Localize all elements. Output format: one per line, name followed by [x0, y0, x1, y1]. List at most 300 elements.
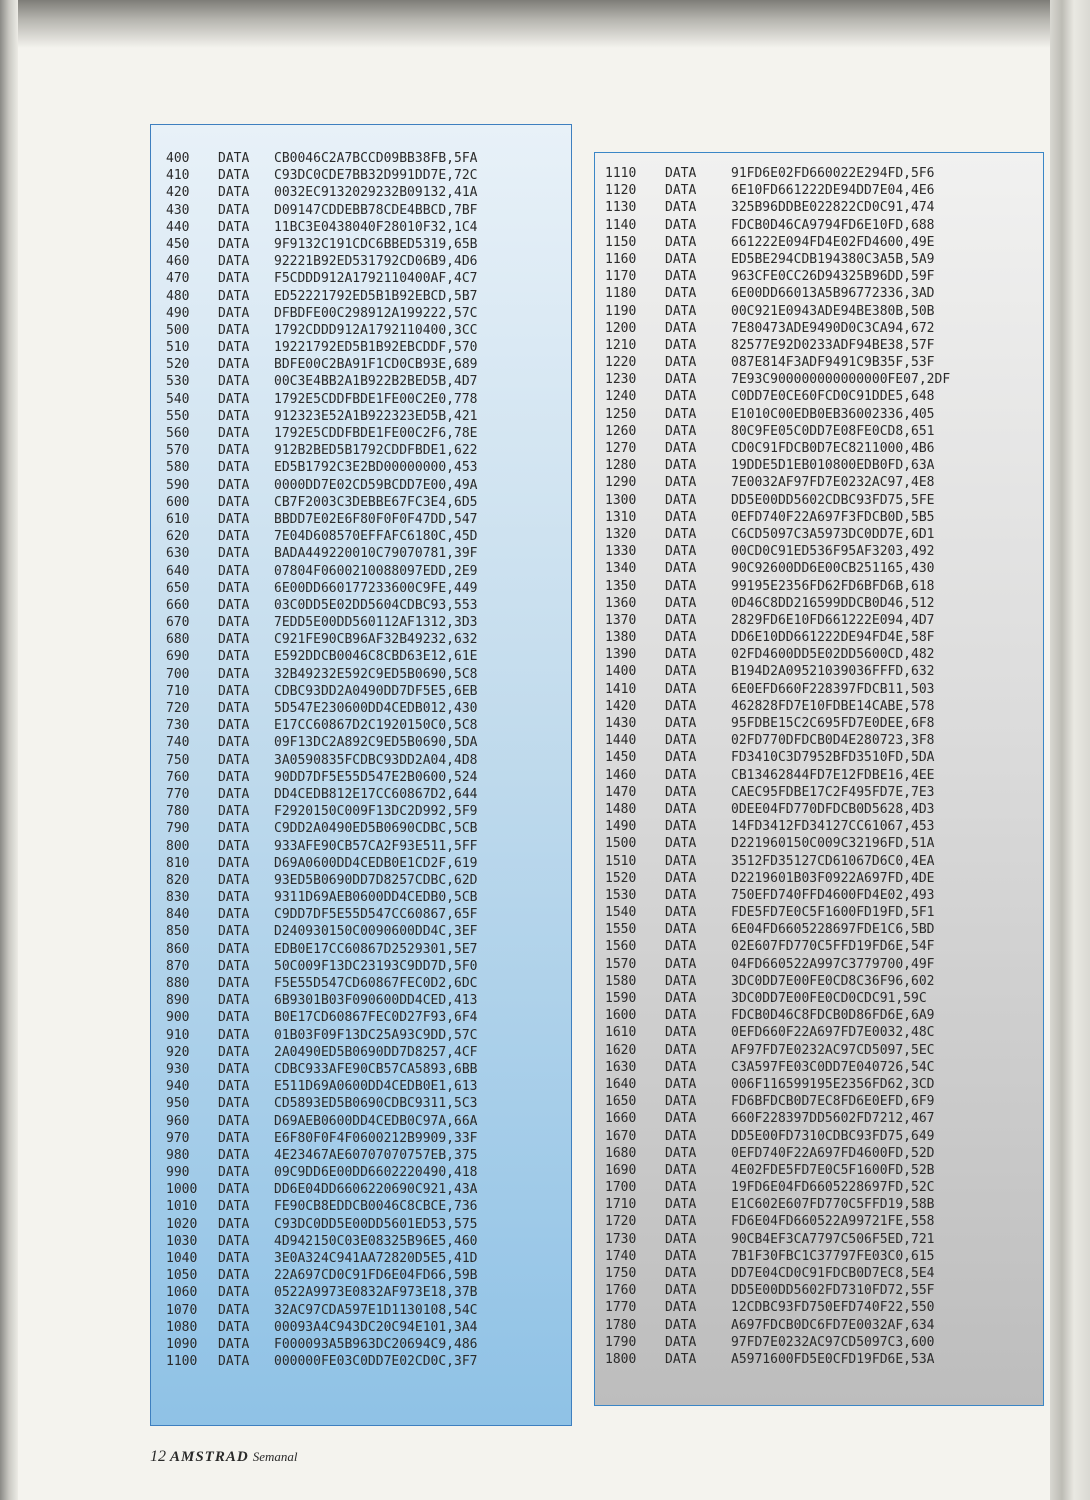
data-keyword: DATA [218, 202, 250, 218]
data-line [605, 199, 950, 216]
data-line [605, 268, 950, 285]
data-keyword: DATA [218, 1165, 250, 1181]
data-values: FDE5FD7E0C5F1600FD19FD,5F1 [731, 905, 935, 921]
data-keyword: DATA [665, 1128, 697, 1144]
line-number: 900 [166, 1010, 190, 1026]
line-number: 1320 [605, 526, 637, 542]
line-number: 1680 [605, 1145, 637, 1161]
data-line [166, 511, 478, 528]
data-keyword: DATA [218, 649, 250, 665]
data-values: FD6E04FD660522A99721FE,558 [731, 1214, 935, 1230]
data-keyword: DATA [665, 166, 697, 181]
data-values: CB0046C2A7BCCD09BB38FB,5FA [274, 151, 478, 166]
data-keyword: DATA [218, 838, 250, 854]
data-values: D69A0600DD4CEDB0E1CD2F,619 [274, 855, 478, 871]
data-values: 22A697CD0C91FD6E04FD66,59B [274, 1268, 478, 1284]
data-line [166, 1078, 478, 1095]
data-line [605, 182, 950, 199]
data-keyword: DATA [218, 976, 250, 991]
data-values: 9F9132C191CDC6BBED5319,65B [274, 236, 478, 252]
data-values: E511D69A0600DD4CEDB0E1,613 [274, 1079, 478, 1095]
data-line [166, 1061, 478, 1078]
data-line [605, 663, 950, 680]
data-line [166, 906, 478, 923]
data-keyword: DATA [218, 683, 250, 699]
line-number: 1540 [605, 905, 637, 921]
data-values: 90DD7DF5E55D547E2B0600,524 [274, 769, 478, 785]
data-keyword: DATA [665, 372, 697, 388]
line-number: 1420 [605, 698, 637, 714]
line-number: 1650 [605, 1094, 637, 1110]
data-keyword: DATA [665, 320, 697, 336]
line-number: 1000 [166, 1182, 198, 1198]
line-number: 790 [166, 821, 190, 837]
data-keyword: DATA [665, 905, 697, 921]
data-keyword: DATA [218, 1285, 250, 1301]
line-number: 1670 [605, 1128, 637, 1144]
data-values: 95FDBE15C2C695FD7E0DEE,6F8 [731, 716, 935, 731]
line-number: 550 [166, 408, 190, 424]
data-values: 933AFE90CB57CA2F93E511,5FF [274, 838, 478, 854]
data-line [605, 1076, 950, 1093]
data-line [605, 887, 950, 904]
data-keyword: DATA [665, 1214, 697, 1230]
line-number: 1740 [605, 1248, 637, 1264]
data-values: 09F13DC2A892C9ED5B0690,5DA [274, 735, 478, 751]
line-number: 1710 [605, 1197, 637, 1213]
data-keyword: DATA [665, 664, 697, 680]
data-line [166, 1267, 478, 1284]
data-line [605, 1024, 950, 1041]
data-keyword: DATA [665, 1266, 697, 1281]
data-line [605, 1042, 950, 1059]
data-line [605, 1110, 950, 1127]
data-keyword: DATA [218, 340, 250, 356]
data-keyword: DATA [218, 1199, 250, 1215]
data-line [166, 700, 478, 717]
data-keyword: DATA [665, 784, 697, 800]
line-number: 470 [166, 271, 190, 287]
data-line [166, 1233, 478, 1250]
data-keyword: DATA [665, 1008, 697, 1024]
data-line [166, 631, 478, 648]
data-values: C0DD7E0CE60FCD0C91DDE5,648 [731, 389, 935, 405]
line-number: 980 [166, 1147, 190, 1163]
data-keyword: DATA [665, 1145, 697, 1161]
data-keyword: DATA [218, 941, 250, 957]
data-keyword: DATA [218, 151, 250, 166]
data-keyword: DATA [218, 271, 250, 287]
data-line [166, 494, 478, 511]
data-keyword: DATA [665, 853, 697, 869]
data-values: 19DDE5D1EB010800EDB0FD,63A [731, 458, 935, 474]
data-line [166, 373, 478, 390]
data-values: D221960150C009C32196FD,51A [731, 836, 935, 852]
data-line [605, 406, 950, 423]
data-keyword: DATA [218, 529, 250, 545]
data-keyword: DATA [665, 1300, 697, 1316]
data-values: 006F116599195E2356FD62,3CD [731, 1076, 935, 1092]
line-number: 1430 [605, 716, 637, 731]
data-line [166, 563, 478, 580]
data-line [605, 870, 950, 887]
line-number: 870 [166, 958, 190, 974]
data-keyword: DATA [665, 234, 697, 250]
data-line [605, 1282, 950, 1299]
line-number: 1520 [605, 870, 637, 886]
data-values: 7EDD5E00DD560112AF1312,3D3 [274, 615, 478, 631]
data-line [166, 1336, 478, 1353]
data-keyword: DATA [665, 251, 697, 267]
data-line [166, 597, 478, 614]
line-number: 1570 [605, 956, 637, 972]
data-values: 325B96DDBE022822CD0C91,474 [731, 200, 935, 216]
line-number: 640 [166, 563, 190, 579]
data-values: 19221792ED5B1B92EBCDDF,570 [274, 340, 478, 356]
data-line [166, 958, 478, 975]
data-values: F000093A5B963DC20694C9,486 [274, 1336, 478, 1352]
data-keyword: DATA [218, 1319, 250, 1335]
line-number: 1770 [605, 1300, 637, 1316]
data-values: D2219601B03F0922A697FD,4DE [731, 870, 935, 886]
line-number: 1690 [605, 1162, 637, 1178]
data-values: 3DC0DD7E00FE0CD8C36F96,602 [731, 973, 935, 989]
line-number: 1080 [166, 1319, 198, 1335]
data-line [166, 1095, 478, 1112]
data-keyword: DATA [665, 630, 697, 646]
data-line [605, 1145, 950, 1162]
data-line [605, 629, 950, 646]
line-number: 410 [166, 168, 190, 184]
data-keyword: DATA [665, 389, 697, 405]
data-keyword: DATA [218, 443, 250, 459]
data-values: 087E814F3ADF9491C9B35F,53F [731, 355, 935, 371]
line-number: 1790 [605, 1334, 637, 1350]
data-keyword: DATA [665, 1180, 697, 1196]
data-values: 99195E2356FD62FD6BFD6B,618 [731, 578, 935, 594]
data-line [166, 339, 478, 356]
line-number: 1340 [605, 561, 637, 577]
data-values: 750EFD740FFD4600FD4E02,493 [731, 887, 935, 903]
data-keyword: DATA [665, 750, 697, 766]
data-line [166, 184, 478, 201]
data-values: D240930150C0090600DD4C,3EF [274, 924, 478, 940]
data-line [605, 285, 950, 302]
data-values: F5E55D547CD60867FEC0D2,6DC [274, 976, 478, 991]
data-keyword: DATA [665, 973, 697, 989]
line-number: 1640 [605, 1076, 637, 1092]
data-line [605, 749, 950, 766]
data-line [166, 1147, 478, 1164]
data-values: BADA449220010C79070781,39F [274, 546, 478, 562]
data-keyword: DATA [665, 578, 697, 594]
data-values: DD5E00FD7310CDBC93FD75,649 [731, 1128, 935, 1144]
data-line [166, 975, 478, 992]
line-number: 860 [166, 941, 190, 957]
line-number: 710 [166, 683, 190, 699]
line-number: 480 [166, 288, 190, 304]
data-values: C3A597FE03C0DD7E040726,54C [731, 1059, 935, 1075]
data-line [166, 648, 478, 665]
data-keyword: DATA [218, 615, 250, 631]
data-values: 6E00DD66013A5B96772336,3AD [731, 286, 935, 302]
data-line [605, 904, 950, 921]
data-values: C921FE90CB96AF32B49232,632 [274, 632, 478, 648]
data-values: 00C921E0943ADE94BE380B,50B [731, 303, 935, 319]
data-keyword: DATA [665, 441, 697, 456]
data-values: 1792E5CDDFBDE1FE00C2E0,778 [274, 391, 478, 407]
data-values: B0E17CD60867FEC0D27F93,6F4 [274, 1010, 478, 1026]
data-keyword: DATA [665, 183, 697, 199]
data-values: 90CB4EF3CA7797C506F5ED,721 [731, 1231, 935, 1247]
line-number: 1300 [605, 492, 637, 508]
data-line [605, 595, 950, 612]
data-keyword: DATA [665, 870, 697, 886]
data-values: CB7F2003C3DEBBE67FC3E4,6D5 [274, 494, 478, 510]
data-values: D69AEB0600DD4CEDB0C97A,66A [274, 1113, 478, 1129]
data-values: 92221B92ED531792CD06B9,4D6 [274, 254, 478, 270]
data-line [166, 459, 478, 476]
data-values: 32AC97CDA597E1D1130108,54C [274, 1302, 478, 1318]
data-values: 660F228397DD5602FD7212,467 [731, 1111, 935, 1127]
line-number: 1140 [605, 217, 637, 233]
line-number: 430 [166, 202, 190, 218]
data-line [166, 614, 478, 631]
magazine-name: AMSTRAD [170, 1449, 249, 1465]
data-keyword: DATA [218, 666, 250, 682]
line-number: 1280 [605, 458, 637, 474]
data-line [166, 167, 478, 184]
data-keyword: DATA [218, 426, 250, 441]
data-values: 14FD3412FD34127CC61067,453 [731, 819, 935, 835]
line-number: 720 [166, 701, 190, 716]
line-number: 620 [166, 529, 190, 545]
data-values: DD6E04DD6606220690C921,43A [274, 1182, 478, 1198]
data-line [166, 1027, 478, 1044]
data-values: 12CDBC93FD750EFD740F22,550 [731, 1300, 935, 1316]
data-keyword: DATA [218, 288, 250, 304]
data-line [605, 681, 950, 698]
data-values: C93DC0DD5E00DD5601ED53,575 [274, 1216, 478, 1232]
data-line [605, 388, 950, 405]
data-values: 00093A4C943DC20C94E101,3A4 [274, 1319, 478, 1335]
data-values: 02FD770DFDCB0D4E280723,3F8 [731, 733, 935, 749]
data-values: 80C9FE05C0DD7E08FE0CD8,651 [731, 423, 935, 439]
data-line [605, 543, 950, 560]
data-line [166, 820, 478, 837]
data-keyword: DATA [665, 406, 697, 422]
line-number: 1480 [605, 801, 637, 817]
data-values: DD7E04CD0C91FDCB0D7EC8,5E4 [731, 1266, 935, 1281]
data-values: 912B2BED5B1792CDDFBDE1,622 [274, 443, 478, 459]
data-values: BBDD7E02E6F80F0F0F47DD,547 [274, 511, 478, 527]
data-line [605, 612, 950, 629]
data-line [605, 1299, 950, 1316]
data-line [166, 477, 478, 494]
data-keyword: DATA [665, 544, 697, 560]
data-line [166, 941, 478, 958]
data-keyword: DATA [218, 597, 250, 613]
line-number: 1260 [605, 423, 637, 439]
data-keyword: DATA [218, 735, 250, 751]
data-line [166, 855, 478, 872]
data-keyword: DATA [218, 632, 250, 648]
data-values: DD5E00DD5602FD7310FD72,55F [731, 1283, 935, 1299]
line-number: 1040 [166, 1251, 198, 1266]
line-number: 760 [166, 769, 190, 785]
line-number: 1230 [605, 372, 637, 388]
data-line [166, 408, 478, 425]
data-line [605, 251, 950, 268]
data-values: C9DD2A0490ED5B0690CDBC,5CB [274, 821, 478, 837]
data-keyword: DATA [665, 1197, 697, 1213]
data-line [605, 320, 950, 337]
data-line [605, 165, 950, 182]
data-line [605, 990, 950, 1007]
data-values: 00CD0C91ED536F95AF3203,492 [731, 544, 935, 560]
line-number: 1370 [605, 612, 637, 628]
data-values: ED5BE294CDB194380C3A5B,5A9 [731, 251, 935, 267]
line-number: 630 [166, 546, 190, 562]
line-number: 1070 [166, 1302, 198, 1318]
data-values: 3E0A324C941AA72820D5E5,41D [274, 1251, 478, 1266]
line-number: 1630 [605, 1059, 637, 1075]
data-values: DD5E00DD5602CDBC93FD75,5FE [731, 492, 935, 508]
data-values: FE90CB8EDDCB0046C8CBCE,736 [274, 1199, 478, 1215]
line-number: 800 [166, 838, 190, 854]
data-line [605, 1093, 950, 1110]
data-values: FDCB0D46CA9794FD6E10FD,688 [731, 217, 935, 233]
data-values: CDBC933AFE90CB57CA5893,6BB [274, 1061, 478, 1077]
line-number: 1270 [605, 441, 637, 456]
line-number: 660 [166, 597, 190, 613]
line-number: 1020 [166, 1216, 198, 1232]
data-values: 04FD660522A997C3779700,49F [731, 956, 935, 972]
data-values: 6B9301B03F090600DD4CED,413 [274, 993, 478, 1009]
line-number: 940 [166, 1079, 190, 1095]
line-number: 1100 [166, 1354, 198, 1370]
line-number: 1360 [605, 595, 637, 611]
data-line [166, 528, 478, 545]
data-values: 93ED5B0690DD7D8257CDBC,62D [274, 872, 478, 888]
data-line [605, 303, 950, 320]
data-line [605, 921, 950, 938]
data-keyword: DATA [218, 769, 250, 785]
data-line [166, 442, 478, 459]
data-values: 11BC3E0438040F28010F32,1C4 [274, 219, 478, 235]
data-keyword: DATA [218, 460, 250, 476]
data-values: FD3410C3D7952BFD3510FD,5DA [731, 750, 935, 766]
data-line [605, 457, 950, 474]
data-values: D09147CDDEBB78CDE4BBCD,7BF [274, 202, 478, 218]
data-line [166, 1009, 478, 1026]
data-keyword: DATA [218, 580, 250, 596]
data-keyword: DATA [218, 1251, 250, 1266]
data-keyword: DATA [665, 647, 697, 663]
line-number: 1450 [605, 750, 637, 766]
line-number: 1350 [605, 578, 637, 594]
data-values: 00C3E4BB2A1B922B2BED5B,4D7 [274, 374, 478, 390]
data-line [166, 872, 478, 889]
data-line [605, 1007, 950, 1024]
data-values: 6E10FD661222DE94DD7E04,4E6 [731, 183, 935, 199]
line-number: 910 [166, 1027, 190, 1043]
line-number: 1510 [605, 853, 637, 869]
data-keyword: DATA [665, 716, 697, 731]
magazine-subtitle: Semanal [252, 1449, 298, 1464]
data-keyword: DATA [218, 494, 250, 510]
data-listing-left [166, 150, 478, 1370]
data-keyword: DATA [218, 1096, 250, 1112]
data-line [166, 253, 478, 270]
data-values: 1792E5CDDFBDE1FE00C2F6,78E [274, 426, 478, 441]
line-number: 1130 [605, 200, 637, 216]
data-keyword: DATA [218, 168, 250, 184]
data-values: C6CD5097C3A5973DC0DD7E,6D1 [731, 526, 935, 542]
data-line [166, 1216, 478, 1233]
data-line [605, 509, 950, 526]
data-line [166, 1319, 478, 1336]
line-number: 830 [166, 890, 190, 906]
data-keyword: DATA [665, 681, 697, 697]
data-keyword: DATA [665, 1076, 697, 1092]
page-spine [1050, 0, 1090, 1500]
line-number: 690 [166, 649, 190, 665]
data-keyword: DATA [665, 1248, 697, 1264]
data-keyword: DATA [665, 887, 697, 903]
data-line [605, 835, 950, 852]
data-line [166, 1250, 478, 1267]
data-keyword: DATA [665, 1231, 697, 1247]
line-number: 840 [166, 907, 190, 923]
line-number: 680 [166, 632, 190, 648]
data-values: 01B03F09F13DC25A93C9DD,57C [274, 1027, 478, 1043]
data-values: 5D547E230600DD4CEDB012,430 [274, 701, 478, 716]
line-number: 540 [166, 391, 190, 407]
data-line [605, 337, 950, 354]
data-line [605, 217, 950, 234]
data-keyword: DATA [218, 185, 250, 201]
line-number: 1030 [166, 1233, 198, 1249]
data-keyword: DATA [218, 907, 250, 923]
line-number: 580 [166, 460, 190, 476]
line-number: 820 [166, 872, 190, 888]
data-values: 4E02FDE5FD7E0C5F1600FD,52B [731, 1162, 935, 1178]
line-number: 1310 [605, 509, 637, 525]
data-keyword: DATA [665, 526, 697, 542]
data-keyword: DATA [665, 819, 697, 835]
data-values: 7E80473ADE9490D0C3CA94,672 [731, 320, 935, 336]
line-number: 1580 [605, 973, 637, 989]
line-number: 1060 [166, 1285, 198, 1301]
data-line [166, 425, 478, 442]
data-values: 6E0EFD660F228397FDCB11,503 [731, 681, 935, 697]
data-keyword: DATA [665, 1334, 697, 1350]
data-values: 7E0032AF97FD7E0232AC97,4E8 [731, 475, 935, 491]
data-keyword: DATA [218, 1044, 250, 1060]
data-values: FDCB0D46C8FDCB0D86FD6E,6A9 [731, 1008, 935, 1024]
line-number: 850 [166, 924, 190, 940]
data-values: 32B49232E592C9ED5B0690,5C8 [274, 666, 478, 682]
data-keyword: DATA [665, 355, 697, 371]
data-line [605, 767, 950, 784]
data-values: 7E04D608570EFFAFC6180C,45D [274, 529, 478, 545]
data-line [605, 1231, 950, 1248]
data-values: 7E93C900000000000000FE07,2DF [731, 372, 951, 388]
data-values: 0EFD740F22A697FD4600FD,52D [731, 1145, 935, 1161]
data-line [605, 1351, 950, 1368]
data-keyword: DATA [665, 561, 697, 577]
